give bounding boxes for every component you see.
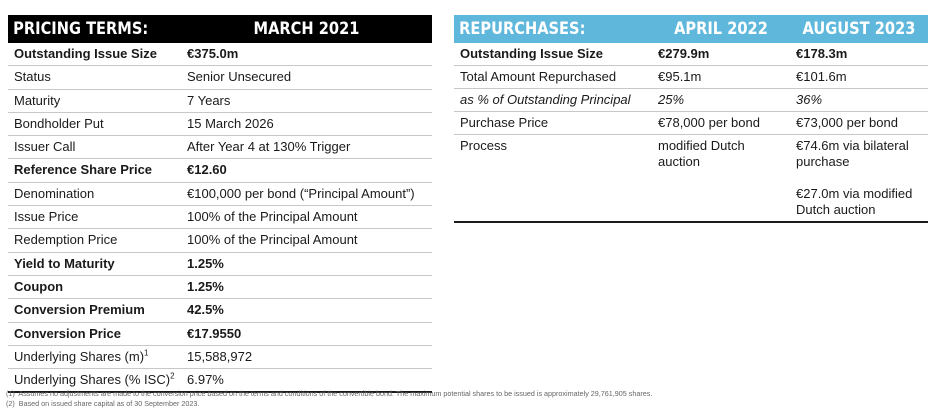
pricing-row (8, 66, 432, 89)
pricing-title: PRICING TERMS: (13, 19, 149, 39)
pricing-terms-table (8, 15, 432, 393)
footnote-1 (6, 389, 652, 399)
pricing-row (8, 112, 432, 135)
pricing-row-value: 7 Years (181, 89, 432, 112)
pricing-row (8, 275, 432, 298)
repurchases-row (454, 112, 928, 135)
repurchases-row-april-2022: modified Dutch auction (652, 135, 790, 223)
footnote-1-marker: (1) (6, 389, 15, 398)
footnote-ref: 2 (170, 371, 175, 381)
pricing-row-value: 100% of the Principal Amount (181, 206, 432, 229)
pricing-row-label (8, 206, 181, 229)
pricing-row-label (8, 89, 181, 112)
pricing-row-label-text: Maturity (14, 92, 61, 108)
pricing-row-label (8, 299, 181, 322)
repurchases-row-august-2023: €73,000 per bond (790, 112, 928, 135)
repurchases-row-label: as % of Outstanding Principal (454, 89, 652, 112)
pricing-row-value: 42.5% (181, 299, 432, 322)
pricing-row-label-text: Reference Share Price (14, 162, 153, 178)
repurchases-row-april-2022: €279.9m (652, 43, 790, 66)
pricing-row-label (8, 252, 181, 275)
pricing-row-label-text: Yield to Maturity (14, 255, 115, 271)
repurchases-row-label: Process (454, 135, 652, 223)
repurchases-col-august-2023: AUGUST 2023 (802, 19, 916, 39)
pricing-row (8, 43, 432, 66)
pricing-header-row (8, 15, 432, 43)
pricing-row (8, 345, 432, 368)
pricing-row-value: 100% of the Principal Amount (181, 229, 432, 252)
pricing-row-value: €100,000 per bond (“Principal Amount”) (181, 182, 432, 205)
repurchases-row-august-2023: €178.3m (790, 43, 928, 66)
pricing-row-value: €12.60 (181, 159, 432, 182)
pricing-row-label (8, 322, 181, 345)
pricing-row-value: €375.0m (181, 43, 432, 66)
pricing-row (8, 206, 432, 229)
pricing-body (8, 43, 432, 392)
repurchases-row (454, 66, 928, 89)
repurchases-row (454, 43, 928, 66)
pricing-row-label (8, 229, 181, 252)
repurchases-row-april-2022: 25% (652, 89, 790, 112)
process-part-2: €27.0m via modified Dutch auction (796, 186, 913, 217)
pricing-row (8, 89, 432, 112)
pricing-row-label (8, 345, 181, 368)
repurchases-row-label: Total Amount Repurchased (454, 66, 652, 89)
pricing-row (8, 159, 432, 182)
pricing-row-label-text: Issuer Call (14, 139, 76, 155)
footnote-ref: 1 (144, 348, 149, 358)
pricing-row-label-text: Conversion Premium (14, 302, 145, 318)
pricing-period: MARCH 2021 (253, 19, 360, 39)
repurchases-row (454, 135, 928, 223)
pricing-row (8, 299, 432, 322)
pricing-row-label (8, 275, 181, 298)
pricing-row-label-text: Coupon (14, 278, 64, 294)
pricing-row-label-text: Status (14, 69, 51, 85)
pricing-row-label (8, 112, 181, 135)
process-part-1: €74.6m via bilateral purchase (796, 138, 909, 169)
pricing-row-value: After Year 4 at 130% Trigger (181, 136, 432, 159)
repurchases-row (454, 89, 928, 112)
repurchases-row-april-2022: €95.1m (652, 66, 790, 89)
repurchases-row-label: Purchase Price (454, 112, 652, 135)
repurchases-row-august-2023: €101.6m (790, 66, 928, 89)
repurchases-col-april-2022: APRIL 2022 (674, 19, 768, 39)
footnotes (6, 389, 652, 408)
pricing-row-label-text: Outstanding Issue Size (14, 46, 158, 61)
pricing-row-value: 15 March 2026 (181, 112, 432, 135)
repurchases-table (454, 15, 928, 223)
repurchases-header-row (454, 15, 928, 43)
pricing-row-value: Senior Unsecured (181, 66, 432, 89)
pricing-row-label-text: Underlying Shares (% ISC) (14, 372, 171, 388)
pricing-row-label (8, 43, 181, 66)
pricing-row-value: 15,588,972 (181, 345, 432, 368)
pricing-row-value: 1.25% (181, 275, 432, 298)
process-spacer (796, 170, 928, 186)
repurchases-row-august-2023: 36% (790, 89, 928, 112)
pricing-row-label (8, 66, 181, 89)
footnote-2 (6, 399, 652, 409)
pricing-row-value: €17.9550 (181, 322, 432, 345)
pricing-row-label (8, 182, 181, 205)
pricing-row-label-text: Issue Price (14, 209, 79, 225)
pricing-row-label-text: Bondholder Put (14, 115, 104, 131)
repurchases-title: REPURCHASES: (459, 19, 586, 39)
pricing-row-label-text: Conversion Price (14, 325, 121, 341)
pricing-row-label-text: Redemption Price (14, 232, 118, 248)
pricing-row-label-text: Denomination (14, 185, 95, 201)
repurchases-row-label: Outstanding Issue Size (454, 43, 652, 66)
pricing-row-label (8, 136, 181, 159)
pricing-row (8, 182, 432, 205)
pricing-row (8, 229, 432, 252)
repurchases-body (454, 43, 928, 222)
footnote-2-text: Based on issued share capital as of 30 September 2023. (18, 398, 200, 408)
pricing-row-value: 6.97% (181, 369, 432, 393)
footnote-1-text: Assumes no adjustments are made to the conversion price based on the terms and conditions of the convertible bond. The maximum potential shares to be issued is approximately 29,761,905 shares. (18, 389, 653, 398)
repurchases-row-august-2023 (790, 135, 928, 223)
pricing-row-label (8, 159, 181, 182)
repurchases-row-april-2022: €78,000 per bond (652, 112, 790, 135)
pricing-row-value: 1.25% (181, 252, 432, 275)
pricing-row (8, 252, 432, 275)
footnote-2-marker: (2) (6, 398, 15, 408)
pricing-row (8, 322, 432, 345)
pricing-row-label-text: Underlying Shares (m) (14, 348, 145, 364)
pricing-row (8, 136, 432, 159)
